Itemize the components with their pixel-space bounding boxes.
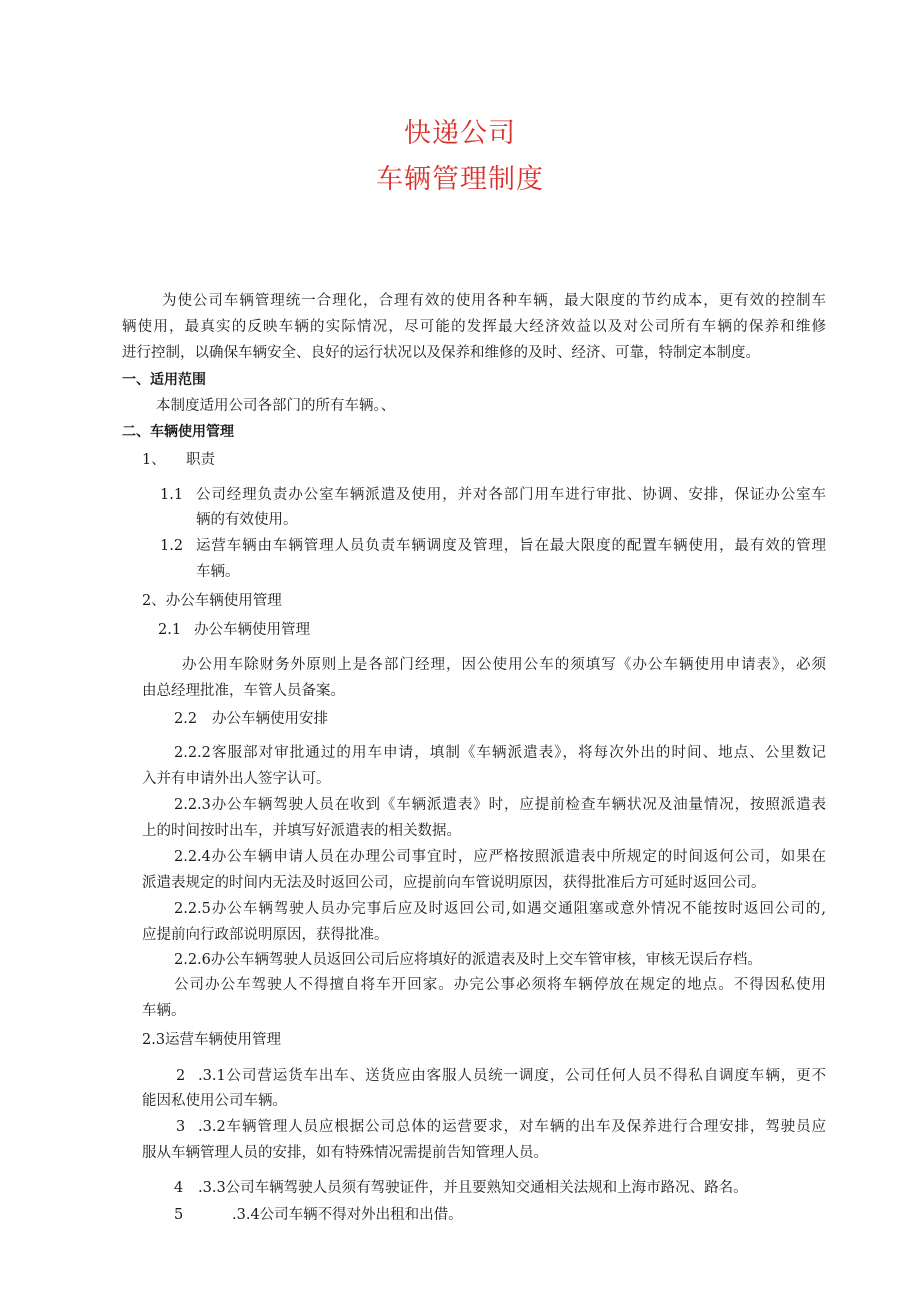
para-2-2-3-line-1: 2.2.3办公车辆驾驶人员在收到《车辆派遣表》时，应提前检查车辆状况及油量情况，按照派遣表 [174,797,826,813]
para-2-2-4-line-1: 2.2.4办公车辆申请人员在办理公司事宜时，应严格按照派遣表中所规定的时间返何公司，如果在 [174,849,826,865]
intro-line-3: 进行控制，以确保车辆安全、良好的运行状况以及保养和维修的及时、经济、可靠，特制定本制度。 [122,345,760,361]
section-1-text: 本制度适用公司各部门的所有车辆。、 [156,398,396,414]
para-2-2-2-line-2: 入并有申请外出人签字认可。 [142,771,331,787]
item-1-1-line-2: 辆的有效使用。 [196,512,298,528]
para-2-3-2-line-1: .3.2车辆管理人员应根据公司总体的运营要求，对车辆的出车及保养进行合理安排，驾驶员应 [198,1119,826,1135]
intro-line-2: 辆使用，最真实的反映车辆的实际情况，尽可能的发挥最大经济效益以及对公司所有车辆的保养和维修 [122,319,826,335]
item-1-1-line-1: 公司经理负责办公室车辆派遣及使用，并对各部门用车进行审批、协调、安排，保证办公室车 [196,487,826,503]
para-2-3-2-number: 3 [176,1119,186,1135]
item-1-2-number: 1.2 [160,538,184,554]
para-2-2-5-line-1: 2.2.5办公车辆驾驶人员办完事后应及时返回公司,如遇交通阻塞或意外情况不能按时返回公司的, [174,901,826,917]
para-2-3-4-number: 5 [174,1207,184,1223]
item-2-1-label: 办公车辆使用管理 [194,622,310,638]
title-line-2: 车辆管理制度 [376,164,544,195]
item-1-number: 1、 [142,452,166,468]
item-1-1-number: 1.1 [160,487,184,503]
para-2-3-1-line-2: 能因私使用公司车辆。 [142,1093,287,1109]
note-line-2: 车辆。 [142,1003,186,1019]
para-2-3-3-line-1: .3.3公司车辆驾驶人员须有驾驶证件，并且要熟知交通相关法规和上海市路况、路名。 [198,1180,748,1196]
item-2-1-number: 2.1 [158,622,182,638]
para-2-2-4-line-2: 派遣表规定的时间内无法及时返回公司，应提前向车管说明原因，获得批准后方可延时返回公司。 [142,875,766,891]
item-1-2-line-1: 运营车辆由车辆管理人员负责车辆调度及管理，旨在最大限度的配置车辆使用，最有效的管理 [196,538,826,554]
intro-line-1: 为使公司车辆管理统一合理化，合理有效的使用各种车辆，最大限度的节约成本，更有效的控制车 [162,293,826,309]
para-2-3-3-number: 4 [174,1180,184,1196]
para-2-1-line-2: 由总经理批准，车管人员备案。 [142,683,345,699]
item-2-2-number: 2.2 [174,711,198,727]
para-2-3-2-line-2: 服从车辆管理人员的安排，如有特殊情况需提前告知管理人员。 [142,1145,548,1161]
item-2-3-heading: 2.3运营车辆使用管理 [142,1032,282,1048]
item-2-heading: 2、办公车辆使用管理 [142,593,282,609]
title-line-1: 快递公司 [404,118,516,149]
section-1-heading: 一、适用范围 [122,372,206,388]
para-2-3-4-line-1: .3.4公司车辆不得对外出租和出借。 [232,1207,463,1223]
item-1-2-line-2: 车辆。 [196,564,240,580]
note-line-1: 公司办公车驾驶人不得擅自将车开回家。办完公事必须将车辆停放在规定的地点。不得因私使用 [174,977,826,993]
item-2-2-label: 办公车辆使用安排 [212,711,328,727]
item-1-label: 职责 [186,452,215,468]
para-2-3-1-line-1: .3.1公司营运货车出车、送货应由客服人员统一调度，公司任何人员不得私自调度车辆，更不 [198,1068,826,1084]
para-2-1-line-1: 办公用车除财务外原则上是各部门经理，因公使用公车的须填写《办公车辆使用申请表》，必须 [182,657,826,673]
para-2-2-6: 2.2.6办公车辆驾驶人员返回公司后应将填好的派遣表及时上交车管审核，审核无误后存档。 [174,952,762,968]
section-2-heading: 二、车辆使用管理 [122,424,234,440]
para-2-2-3-line-2: 上的时间按时出车，并填写好派遣表的相关数据。 [142,823,461,839]
para-2-2-5-line-2: 应提前向行政部说明原因，获得批准。 [142,927,389,943]
para-2-2-2-line-1: 2.2.2客服部对审批通过的用车申请，填制《车辆派遣表》，将每次外出的时间、地点、公里数记 [174,745,826,761]
para-2-3-1-number: 2 [176,1068,186,1084]
